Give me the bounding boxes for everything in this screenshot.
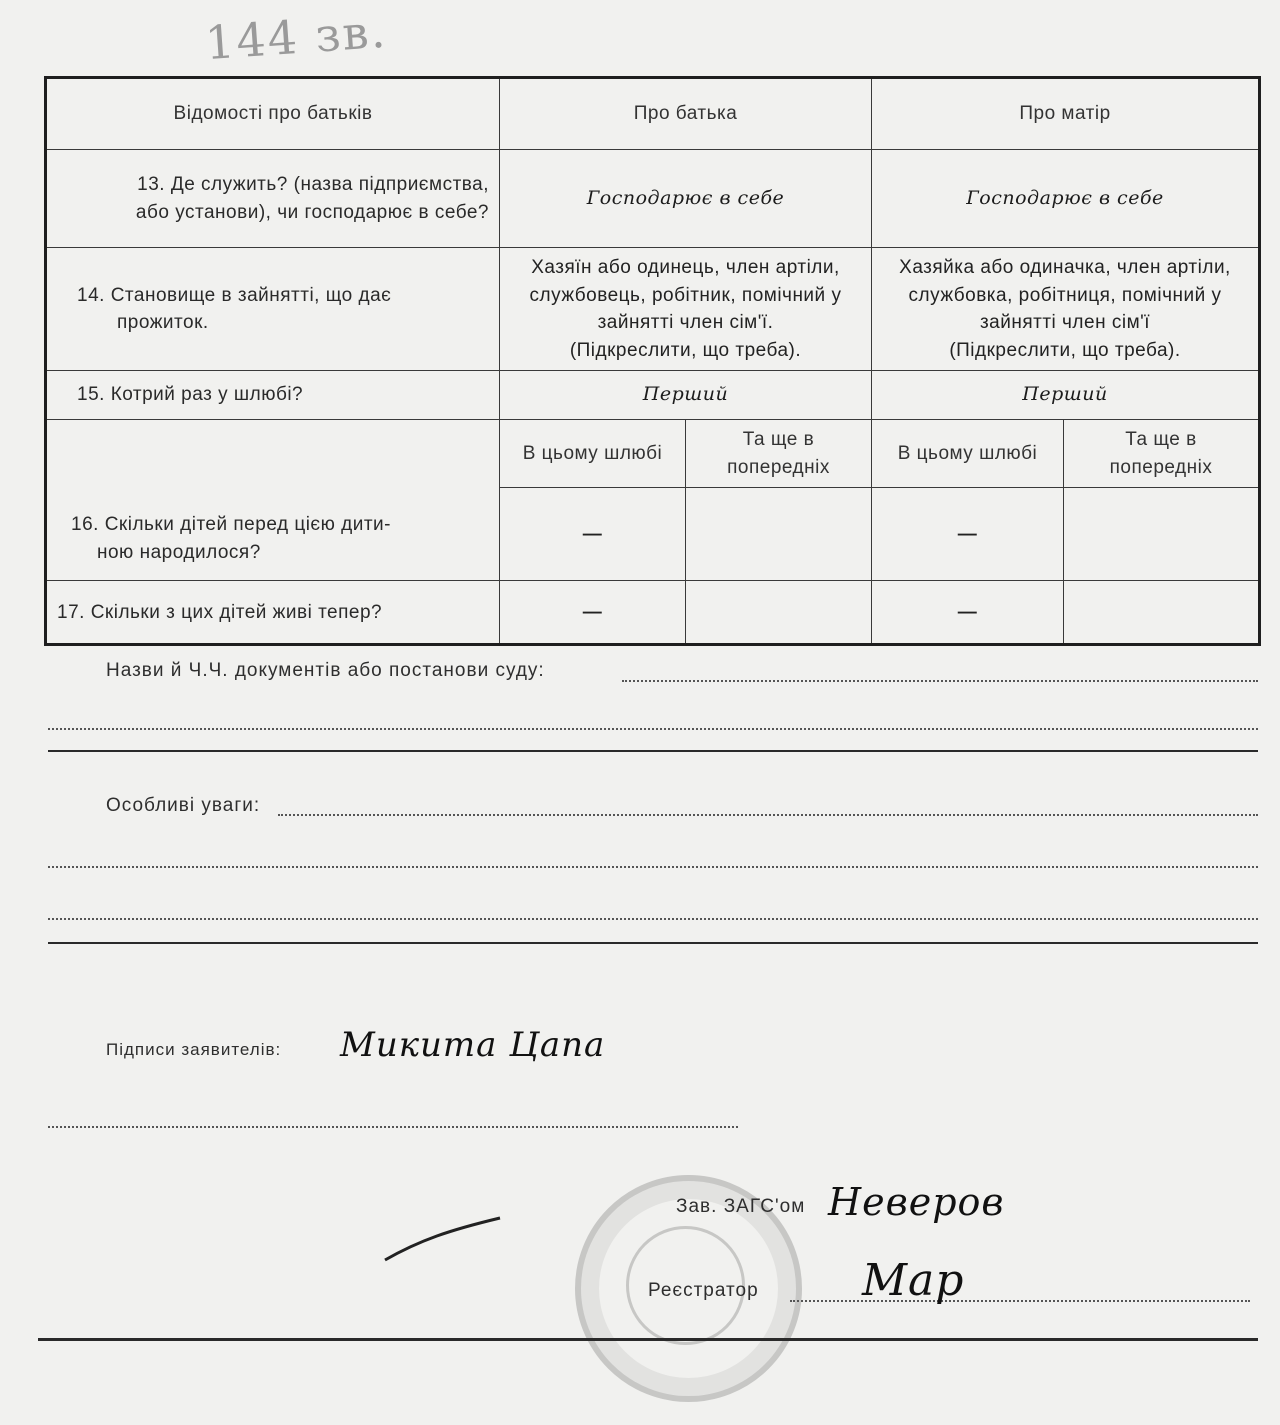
- answer-13-mother: Господарює в себе: [872, 150, 1260, 248]
- answer-15-mother: Перший: [872, 371, 1260, 420]
- question-14-line2: прожиток.: [117, 312, 209, 334]
- table-row: [46, 150, 1260, 248]
- question-14-line1: 14. Становище в зайнятті, що дає: [77, 284, 392, 306]
- question-16-line1: 16. Скільки дітей перед цією дити-: [71, 514, 391, 536]
- answer-14-mother: [872, 248, 1260, 371]
- answer-16-father-this: —: [500, 488, 686, 581]
- answer-17-mother-prev: [1064, 581, 1260, 645]
- head-label: Зав. ЗАГС'ом: [676, 1196, 806, 1217]
- applicant-signature: Микита Цапа: [340, 1025, 606, 1065]
- pen-stroke-mark: [380, 1210, 510, 1270]
- subheader-father-previous: Та ще в попередніх: [686, 420, 872, 488]
- answer-16-mother-this: —: [872, 488, 1064, 581]
- registrar-dotted-line: [790, 1300, 1250, 1302]
- answer-16-father-prev: [686, 488, 872, 581]
- father-occupation-options: Хазяїн або одинець, член артіли, службовець, робітник, помічний у зайнятті член сім'ї.: [529, 257, 842, 334]
- father-underline-note: (Підкреслити, що треба).: [569, 339, 802, 361]
- remarks-dotted-line: [278, 814, 1258, 816]
- table-row: [46, 371, 1260, 420]
- head-signature: Неверов: [828, 1180, 1005, 1224]
- mother-underline-note: (Підкреслити, що треба).: [949, 339, 1181, 361]
- table-row: [46, 420, 1260, 488]
- bottom-rule: [38, 1338, 1258, 1341]
- question-13-line2: або установи), чи господарює в себе?: [135, 201, 489, 223]
- subheader-mother-this-marriage: В цьому шлюбі: [872, 420, 1064, 488]
- question-14: [46, 248, 500, 371]
- remarks-label: Особливі уваги:: [106, 795, 261, 816]
- table-row: [46, 248, 1260, 371]
- header-mother: Про матір: [872, 78, 1260, 150]
- question-15: 15. Котрий раз у шлюбі?: [46, 371, 500, 420]
- header-father: Про батька: [500, 78, 872, 150]
- answer-15-father: Перший: [500, 371, 872, 420]
- question-17: 17. Скільки з цих дітей живі тепер?: [46, 581, 500, 645]
- answer-13-father: Господарює в себе: [500, 150, 872, 248]
- registrar-signature: Мар: [862, 1255, 965, 1306]
- answer-17-mother-this: —: [872, 581, 1064, 645]
- documents-dotted-line: [622, 680, 1258, 682]
- mother-occupation-options: Хазяйка або одиначка, член артіли, службовка, робітниця, помічний у зайнятті член сім'ї: [899, 257, 1231, 334]
- answer-14-father: [500, 248, 872, 371]
- header-parents-info: Відомості про батьків: [46, 78, 500, 150]
- subheader-mother-previous: Та ще в попередніх: [1064, 420, 1260, 488]
- archive-page-number: 144 зв.: [203, 3, 389, 71]
- answer-17-father-prev: [686, 581, 872, 645]
- question-16-line2: ною народилося?: [97, 541, 261, 563]
- registrar-label: Реєстратор: [648, 1280, 759, 1301]
- table-header-row: [46, 78, 1260, 150]
- question-13-line1: 13. Де служить? (назва підприємства,: [137, 173, 489, 195]
- documents-divider: [48, 750, 1258, 752]
- question-16: [46, 420, 500, 581]
- answer-16-mother-prev: [1064, 488, 1260, 581]
- remarks-dotted-line-3: [48, 918, 1258, 920]
- parents-info-table: [44, 76, 1261, 646]
- remarks-dotted-line-2: [48, 866, 1258, 868]
- applicants-dotted-line: [48, 1126, 738, 1128]
- subheader-father-this-marriage: В цьому шлюбі: [500, 420, 686, 488]
- table-row: [46, 581, 1260, 645]
- answer-17-father-this: —: [500, 581, 686, 645]
- documents-dotted-line-2: [48, 728, 1258, 730]
- applicants-label: Підписи заявителів:: [106, 1040, 282, 1059]
- question-13: [46, 150, 500, 248]
- documents-label: Назви й Ч.Ч. документів або постанови суду:: [106, 660, 545, 681]
- remarks-divider: [48, 942, 1258, 944]
